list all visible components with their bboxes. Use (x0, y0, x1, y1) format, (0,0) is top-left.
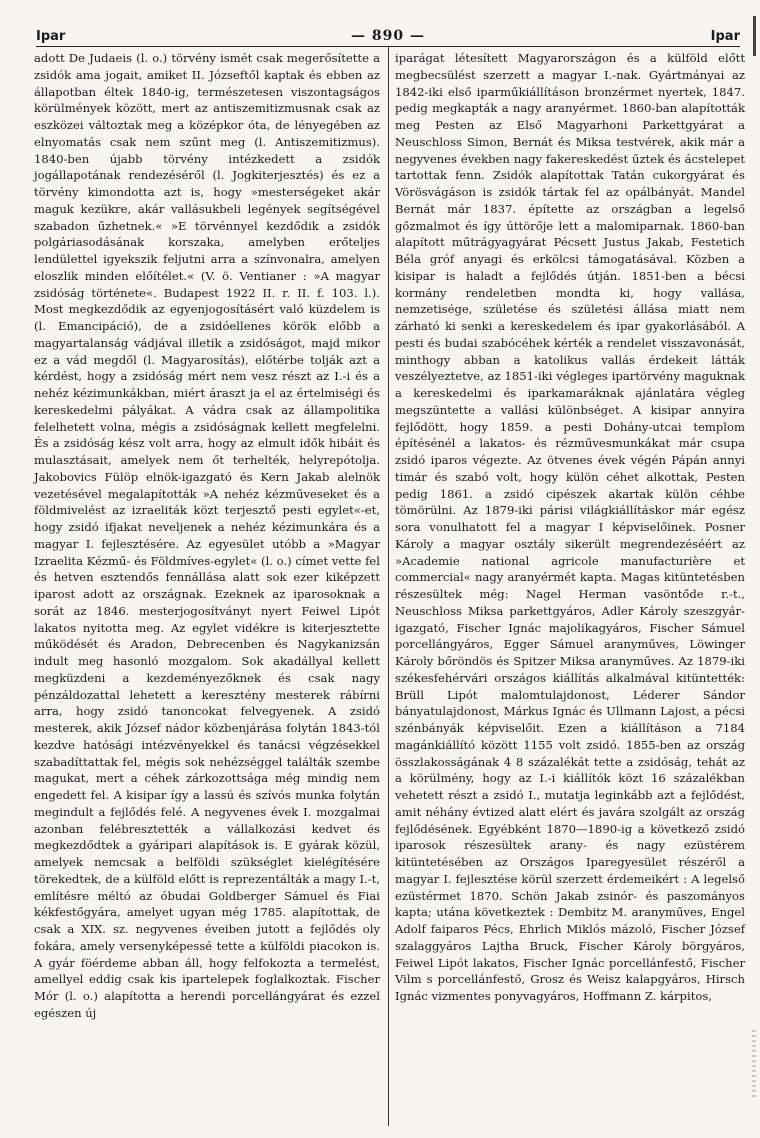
right-column (395, 50, 745, 1005)
scan-edge-artifact (752, 1030, 756, 1100)
column-divider (388, 46, 389, 1126)
right-column-text: iparágat létesített Magyarországon és a külföld előtt megbecsülést szerzett a magyar I.-nak. Gyártmányai az 1842-iki első iparműkiállításon bronzérmet nyertek, 1847. pedig megkapták a nagy aranyérmet. 1860-ban alapították meg Pesten az Első Magyarhoni Parkettgyárat a Neuschloss Simon, Bernát és Miksa testvérek, akik már a negyvenes években nagy fakereskedést űztek és ácstelepet tartottak fenn. Zsidók alapítottak Tatán cukorgyárat és Vörösvágáson is zsidók tártak fel az opálbányát. Mandel Bernát már 1837. építette az országban a legelső gőzmalmot és így úttörője lett a malomiparnak. 1860-ban alapított műtrágyagyárat Pécsett Justus Jakab, Festetich Béla gróf anyagi és erkölcsi támogatásával. Közben a kisipar is haladt a fejlődés útján. 1851-ben a bécsi kormány rendeletben mondta ki, hogy vallása, nemzetisége, születése és születési állása miatt nem zárható ki senki a kereskedelem és ipar gyakorlásából. A pesti és budai szabócéhek kérték a rendelet visszavonását, minthogy abban a katolikus vallás érdekeit látták veszélyeztetve, az 1851-iki végleges ipartörvény maguknak a kereskedelmi és iparkamaráknak ajánlatára végleg megszüntette a vallási különbséget. A kisipar annyira fejlődött, hogy 1859. a pesti Dohány-utcai templom építésénél a lakatos- és rézművesmunkákat már csupa zsidó iparos végezte. Az ötvenes évek végén Pápán annyi timár és szabó volt, hogy külön céhet alkottak, Pesten pedig 1861. a zsidó cipészek akartak külön céhbe tömörülni. Az 1879-iki párisi világkiállításkor már egész sora vonulhatott fel a magyar I képviselőinek. Posner Károly a magyar osztály sikerült megrendezéséért az »Academie national agricole manufacturière et commercial« nagy aranyérmét kapta. Magas kitüntetésben részesültek még: Nagel Herman vasöntőde r.-t., Neuschloss Miksa parkettgyáros, Adler Károly szeszgyár-igazgató, Fischer Ignác majolikagyáros, Fischer Sámuel porcellángyáros, Egger Sámuel aranyműves, Löwinger Károly bőröndös és Spitzer Miksa aranyműves. Az 1879-iki székesfehérvári országos kiállítás alkalmával kitüntették: Brüll Lipót malomtulajdonost, Léderer Sándor bányatulajdonost, Márkus Ignác és Ullmann Lajost, a pécsi szénbányák képviselőit. Ezen a kiállításon a 7184 magánkiállító között 1155 volt zsidó. 1855-ben az ország összlakosságának 4 8 százalékát tette a zsidóság, tehát az a körülmény, hogy az I.-i kiállítók közt 16 százalékban vehetett részt a zsidó I., mutatja leginkább azt a fejlődést, amit néhány évtized alatt elért és javára szolgált az ország fejlődésének. Egyébként 1870—1890-ig a következő zsidó iparosok részesültek arany- és nagy ezüstérem kitüntetésében az Országos Iparegyesület részéről a magyar I. fejlesztése körül szerzett érdemeikért : A legelső ezüstérmet 1870. Schön Jakab zsinór- és paszományos kapta; utána következtek : Dembitz M. aranyműves, Engel Adolf faiparos Pécs, Ehrlich Miklós mázoló, Fischer József szalaggyáros Lajtha Bruck, Fischer Károly börgyáros, Feiwel Lipót lakatos, Fischer Ignác porcellánfestő, Fischer Vilm s porcellánfestő, Grosz és Weisz kalapgyáros, Hirsch Ignác vizmentes ponyvagyáros, Hoffmann Z. kárpitos, (395, 51, 745, 1003)
running-header (36, 18, 740, 44)
header-left-keyword: Ipar (36, 29, 66, 44)
margin-bar (753, 16, 756, 56)
left-column (34, 50, 380, 1022)
page-number: — 890 — (351, 28, 425, 44)
left-column-text: adott De Judaeis (l. o.) törvény ismét csak megerősítette a zsidók ama jogait, amiket II. Józseftől kaptak és ebben az állapotban éltek 1840-ig, természetesen viszontagságos körülmények között, mert az antiszemitizmusnak csak az eszközei változtak meg a középkor óta, de lényegében az elnyomatás csak nem szűnt meg (l. Antiszemitizmus). 1840-ben újabb törvény intézkedett a zsidók jogállapotának rendezéséről (l. Jogkiterjesztés) és ez a törvény kimondotta azt is, hogy »mesterségeket akár maguk kezükre, akár vallásukbeli legények segítségével szabadon űzhetnek.« »E törvénnyel kezdődik a zsidók polgáriasodásának korszaka, amelyben erőteljes lendülettel igyekszik feljutni arra a színvonalra, amelyen eloszlik minden előítélet.« (V. ö. Ventianer : »A magyar zsidóság története«. Budapest 1922 II. r. II. f. 103. l.). Most megkezdődik az egyenjogosításért való küzdelem is (l. Emancipáció), de a zsidóellenes körök előbb a magyartalanság vádjával illetik a zsidóságot, majd mikor ez a vád megdől (l. Magyarosítás), előtérbe tolják azt a kérdést, hogy a zsidóság mért nem vesz részt az I.-i és a nehéz kézimunkákban, miért áraszt ja el az értelmiségi és kereskedelmi pályákat. A vádra csak az állampolitika felelhetett volna, mégis a zsidóságnak kellett megfelelni. És a zsidóság kész volt arra, hogy az elmult idők hibáit és mulasztásait, amelyek nem őt terhelték, helyrepótolja. Jakobovics Fülöp elnök-igazgató és Kern Jakab alelnök vezetésével megalapították »A nehéz kézműveseket és a földmivelést az izraeliták közt terjesztő pesti egylet«-et, hogy zsidó ifjakat neveljenek a nehéz kézimunkára és a magyar I. fejlesztésére. Az egyesület utóbb a »Magyar Izraelita Kézmű- és Földmíves-egylet« (l. o.) címet vette fel és hetven esztendős fennállása alatt sok ezer kiképzett iparost adott az országnak. Ezeknek az iparosoknak a sorát az 1846. mesterjogosítványt nyert Feiwel Lipót lakatos nyitotta meg. Az egylet vidékre is kiterjesztette működését és Aradon, Debrecenben és Nagykanizsán indult meg hasonló mozgalom. Sok akadállyal kellett megküzdeni a kezdeményezőknek és csak nagy pénzáldozattal lehetett a keresztény mesterek rábírni arra, hogy zsidó tanoncokat felvegyenek. A zsidó mesterek, akik József nádor közbenjárása folytán 1843-tól kezdve hatósági intézvényekkel és tanácsi végzésekkel szabadíttattak fel, mégis sok nehézséggel találták szembe magukat, mert a céhek zárkozottsága még mindig nem engedett fel. A kisipar így a lassú és szívós munka folytán megindult a fejlődés felé. A negyvenes évek I. mozgalmai azonban felébresztették a vállalkozási kedvet és megkezdődtek a gyáripari alapítások is. E gyárak közül, amelyek nemcsak a belföldi szükséglet kielégítésére törekedtek, de a külföld előtt is reprezentálták a magy I.-t, említésre méltó az óbudai Goldberger Sámuel és Fiai kékfestőgyára, amelyet ugyan még 1785. alapítottak, de csak a XIX. sz. negyvenes éveiben jutott a fejlődés oly fokára, amely versenyképessé tette a külföldi piacokon is. A gyár föérdeme abban áll, hogy felfokozta a termelést, amellyel eddig csak kis ipartelepek foglalkoztak. Fischer Mór (l. o.) alapította a herendi porcellángyárat és ezzel egészen új (34, 51, 380, 1020)
header-right-keyword: Ipar (710, 29, 740, 44)
